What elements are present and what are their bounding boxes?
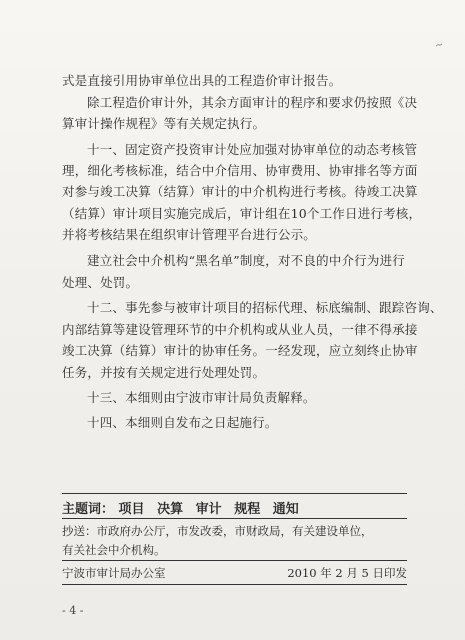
paragraph-line: 除工程造价审计外，其余方面审计的程序和要求仍按照《决 — [87, 95, 418, 110]
paragraph-line: 并将考核结果在组织审计管理平台进行公示。 — [62, 227, 317, 242]
cc-top-rule — [62, 518, 407, 519]
paragraph-line: 竣工决算（结算）审计的协审任务。一经发现，应立刻终止协审 — [62, 343, 418, 358]
keyword: 项目 — [118, 502, 145, 517]
paragraph-line: 十二、事先参与被审计项目的招标代理、标底编制、跟踪咨询、 — [87, 300, 443, 315]
paragraph-line: 理，细化考核标准，结合中介信用、协审费用、协审排名等方面 — [62, 163, 418, 178]
paragraph-line: 建立社会中介机构“黑名单”制度，对不良的中介行为进行 — [87, 253, 405, 268]
cc-line: 抄送：市政府办公厅，市发改委，市财政局，有关建设单位， — [62, 524, 373, 538]
paragraph-line: 对参与竣工决算（结算）审计的中介机构进行考核。待竣工决算 — [62, 184, 418, 199]
paragraph-line: 十一、固定资产投资审计处应加强对协审单位的动态考核管 — [87, 142, 418, 157]
paragraph-line: 算审计操作规程》等有关规定执行。 — [62, 116, 266, 131]
subject-keywords — [62, 498, 407, 517]
paragraph-line: 内部结算等建设管理环节的中介机构或从业人员，一律不得承接 — [62, 322, 418, 337]
keywords-top-rule — [62, 493, 407, 494]
issuer-bottom-rule — [62, 584, 407, 585]
keyword: 决算 — [157, 502, 184, 517]
paragraph-line: 处理、处罚。 — [62, 275, 139, 290]
paragraph-line: （结算）审计项目实施完成后，审计组在10个工作日进行考核， — [62, 206, 422, 221]
keyword: 规程 — [234, 502, 261, 517]
issuer-line — [62, 565, 407, 581]
paragraph-line: 十三、本细则由宁波市审计局负责解释。 — [87, 390, 316, 405]
keywords-label: 主题词： — [62, 502, 115, 517]
keyword: 审计 — [195, 502, 222, 517]
issue-date: 2010 年 2 月 5 日印发 — [287, 566, 407, 580]
corner-mark: ~ — [433, 39, 445, 52]
paragraph-line: 任务，并按有关规定进行处理处罚。 — [62, 365, 266, 380]
paragraph-line: 式是直接引用协审单位出具的工程造价审计报告。 — [62, 73, 342, 88]
issuer-top-rule — [62, 560, 407, 561]
page-number: - 4 - — [62, 604, 84, 617]
keyword: 通知 — [272, 502, 299, 517]
paragraph-line: 十四、本细则自发布之日起施行。 — [87, 415, 278, 430]
cc-line: 有关社会中介机构。 — [62, 543, 166, 557]
cc-list — [62, 522, 407, 560]
issuer-office: 宁波市审计局办公室 — [62, 566, 166, 580]
